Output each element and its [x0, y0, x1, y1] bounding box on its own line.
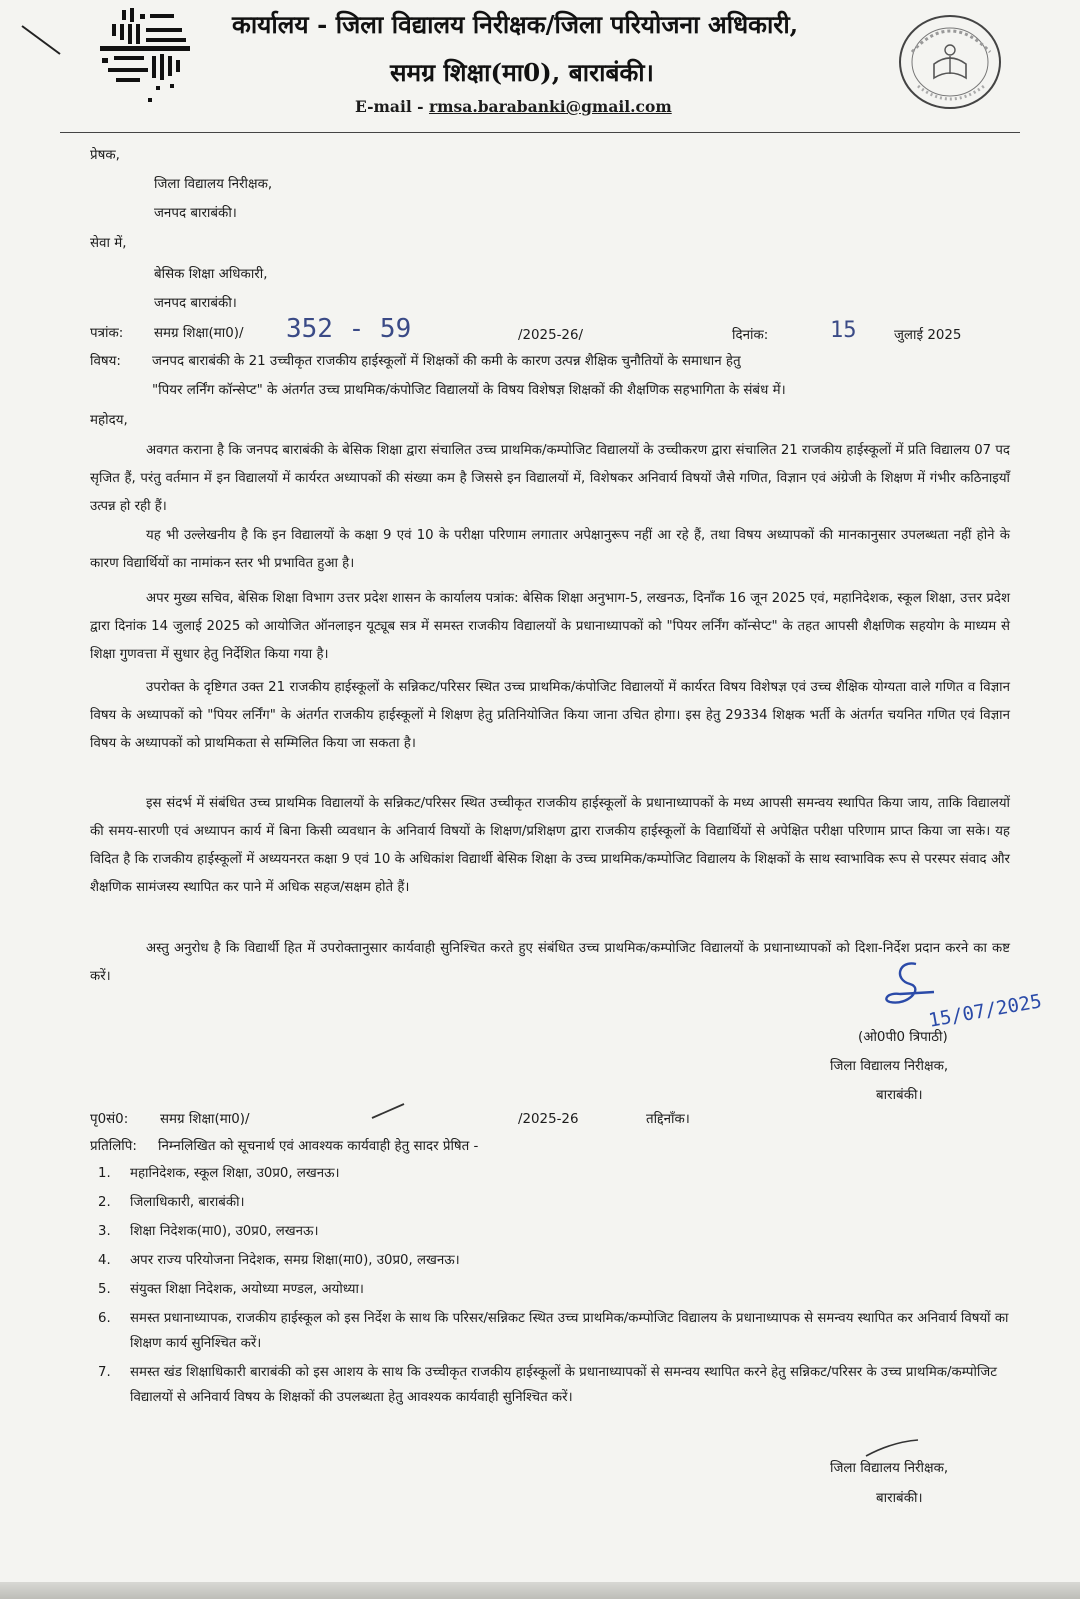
salutation: महोदय,: [90, 413, 128, 428]
subject-label: विषय:: [90, 354, 121, 369]
endorsement-label: पृ0सं0:: [90, 1112, 129, 1127]
signatory-designation: जिला विद्यालय निरीक्षक,: [830, 1059, 949, 1074]
copy-to-item-text: महानिदेशक, स्कूल शिक्षा, उ0प्र0, लखनऊ।: [130, 1166, 340, 1181]
sender-designation: जिला विद्यालय निरीक्षक,: [154, 177, 273, 192]
ref-date-label: दिनांक:: [732, 328, 769, 343]
copy-to-list: [90, 1161, 1010, 1414]
recipient-label: सेवा में,: [90, 236, 127, 251]
copy-to-item: [90, 1306, 1010, 1356]
copy-to-item-number: 5.: [98, 1282, 111, 1297]
ref-month-year: जुलाई 2025: [894, 328, 962, 343]
copy-to-item-number: 4.: [98, 1253, 111, 1268]
body-paragraph-text: इस संदर्भ में संबंधित उच्च प्राथमिक विद्यालयों के सन्निकट/परिसर स्थित उच्चीकृत राजकीय हाईस्कूलों के प्रधानाध्यापकों के मध्य आपसी समन्वय स्थापित किया जाय, ताकि विद्यालयों की समय-सारणी एवं अध्यापन कार्य में बिना किसी व्यवधान के अनिवार्य विषयों के शिक्षण/प्रशिक्षण द्वारा राजकीय हाईस्कूलों के विद्यार्थियों से अपेक्षित परीक्षा परिणाम प्राप्त किया जा सके। यह विदित है कि राजकीय हाईस्कूलों में अध्ययनरत कक्षा 9 एवं 10 के अधिकांश विद्यार्थी बेसिक शिक्षा के उच्च प्राथमिक/कम्पोजिट विद्यालय के शिक्षकों के साथ स्वाभाविक रूप से परस्पर संवाद और शैक्षणिक सामंजस्य स्थापित कर पाने में अधिक सहज/सक्षम होते हैं।: [90, 796, 1010, 895]
body-paragraph-4: [90, 674, 1010, 758]
ref-number-handwritten: 352 - 59: [286, 314, 412, 344]
copy-to-item-text: जिलाधिकारी, बाराबंकी।: [130, 1195, 245, 1210]
copy-to-item: [90, 1161, 1010, 1186]
email-line: [355, 97, 672, 116]
pen-mark: [18, 20, 68, 60]
copy-to-item-number: 1.: [98, 1166, 111, 1181]
body-paragraph-3: [90, 585, 1010, 669]
body-paragraph-text: अपर मुख्य सचिव, बेसिक शिक्षा विभाग उत्तर प्रदेश शासन के कार्यालय पत्रांक: बेसिक शिक्षा अनुभाग-5, लखनऊ, दिनाँक 16 जून 2025 एवं, महानिदेशक, स्कूल शिक्षा, उत्तर प्रदेश द्वारा दिनांक 14 जुलाई 2025 को आयोजित ऑनलाइन यूट्यूब सत्र में समस्त राजकीय विद्यालयों के प्रधानाध्यापकों को "पियर लर्निंग कॉन्सेप्ट" के तहत आपसी शैक्षणिक सहयोग के माध्यम से शिक्षा गुणवत्ता में सुधार हेतु निर्देशित किया गया है।: [90, 591, 1010, 662]
recipient-designation: बेसिक शिक्षा अधिकारी,: [154, 267, 268, 282]
footer-designation: जिला विद्यालय निरीक्षक,: [830, 1461, 949, 1476]
copy-to-item: [90, 1190, 1010, 1215]
copy-to-item: [90, 1277, 1010, 1302]
signature-date-handwritten: 15/07/2025: [926, 990, 1044, 1032]
ref-label: पत्रांक:: [90, 326, 124, 341]
copy-to-item: [90, 1248, 1010, 1273]
signatory-place: बाराबंकी।: [876, 1088, 923, 1103]
email-label: E-mail -: [355, 97, 429, 116]
body-paragraph-2: [90, 522, 1010, 578]
body-paragraph-text: अस्तु अनुरोध है कि विद्यार्थी हित में उपरोक्तानुसार कार्यवाही सुनिश्चित करते हुए संबंधित उच्च प्राथमिक/कम्पोजिट विद्यालयों के प्रधानाध्यापकों को दिशा-निर्देश प्रदान करने का कष्ट करें।: [90, 941, 1010, 984]
signature-scribble-icon: [880, 958, 942, 1016]
sender-label: प्रेषक,: [90, 148, 120, 163]
body-paragraph-text: अवगत कराना है कि जनपद बाराबंकी के बेसिक शिक्षा द्वारा संचालित उच्च प्राथमिक/कम्पोजिट विद्यालयों के उच्चीकरण द्वारा संचालित 21 राजकीय हाईस्कूलों में प्रति विद्यालय 07 पद सृजित हैं, परंतु वर्तमान में इन विद्यालयों में कार्यरत अध्यापकों की संख्या कम है जिससे इन विद्यालयों में, विशेषकर अनिवार्य विषयों जैसे गणित, विज्ञान एवं अंग्रेजी के शिक्षण में गंभीर कठिनाइयाँ उत्पन्न हो रही हैं।: [90, 443, 1010, 514]
copy-to-item: [90, 1219, 1010, 1244]
body-paragraph-1: [90, 437, 1010, 521]
copy-to-item-text: समस्त प्रधानाध्यापक, राजकीय हाईस्कूल को इस निर्देश के साथ कि परिसर/सन्निकट स्थित उच्च प्राथमिक/कम्पोजिट विद्यालय के प्रधानाध्यापक से समन्वय स्थापित कर अनिवार्य विषयों का शिक्षण कार्य सुनिश्चित करें।: [130, 1311, 1009, 1351]
body-paragraph-text: यह भी उल्लेखनीय है कि इन विद्यालयों के कक्षा 9 एवं 10 के परीक्षा परिणाम लगातार अपेक्षानुरूप नहीं आ रहे हैं, तथा विषय अध्यापकों की मानकानुसार उपलब्धता नहीं होने के कारण विद्यार्थियों का नामांकन स्तर भी प्रभावित हुआ है।: [90, 528, 1010, 571]
endorsement-year: /2025-26: [518, 1112, 579, 1127]
signatory-name: (ओ0पी0 त्रिपाठी): [858, 1030, 948, 1045]
body-paragraph-6: [90, 935, 1010, 991]
office-title-line1: कार्यालय - जिला विद्यालय निरीक्षक/जिला परियोजना अधिकारी,: [232, 10, 799, 39]
office-title-line2: समग्र शिक्षा(मा0), बाराबंकी।: [390, 58, 654, 87]
page-bottom-edge: [0, 1582, 1080, 1599]
copy-to-item-text: अपर राज्य परियोजना निदेशक, समग्र शिक्षा(मा0), उ0प्र0, लखनऊ।: [130, 1253, 460, 1268]
email-address[interactable]: rmsa.barabanki@gmail.com: [428, 97, 672, 116]
endorsement-date: तद्दिनाँक।: [646, 1112, 690, 1127]
samagra-shiksha-logo-icon: [92, 6, 200, 106]
copy-to-item-number: 2.: [98, 1195, 111, 1210]
subject-line1: जनपद बाराबंकी के 21 उच्चीकृत राजकीय हाईस्कूलों में शिक्षकों की कमी के कारण उत्पन्न शैक्षिक चुनौतियों के समाधान हेतु: [152, 354, 741, 369]
education-seal-icon: [896, 12, 1004, 112]
copy-to-intro: निम्नलिखित को सूचनार्थ एवं आवश्यक कार्यवाही हेतु सादर प्रेषित -: [158, 1139, 479, 1154]
recipient-district: जनपद बाराबंकी।: [154, 296, 237, 311]
copy-to-item-text: समस्त खंड शिक्षाधिकारी बाराबंकी को इस आशय के साथ कि उच्चीकृत राजकीय हाईस्कूलों के प्रधानाध्यापकों से समन्वय स्थापित करने हेतु सन्निकट/परिसर के उच्च प्राथमिक/कम्पोजिट विद्यालयों से अनिवार्य विषय के शिक्षकों की उपलब्धता हेतु आवश्यक कार्यवाही सुनिश्चित करें।: [130, 1365, 997, 1405]
copy-to-item-number: 6.: [98, 1311, 111, 1326]
pen-tick-mark: [368, 1100, 408, 1122]
sender-district: जनपद बाराबंकी।: [154, 206, 237, 221]
body-paragraph-text: उपरोक्त के दृष्टिगत उक्त 21 राजकीय हाईस्कूलों के सन्निकट/परिसर स्थित उच्च प्राथमिक/कंपोजिट विद्यालयों में कार्यरत विषय विशेषज्ञ एवं उच्च शैक्षिक योग्यता वाले गणित व विज्ञान विषय के अध्यापकों को "पियर लर्निंग" के अंतर्गत राजकीय हाईस्कूलों मे शिक्षण हेतु प्रतिनियोजित किया जाना उचित होगा। इस हेतु 29334 शिक्षक भर्ती के अंतर्गत चयनित गणित एवं विज्ञान विषय के अध्यापकों को प्राथमिकता से सम्मिलित किया जा सकता है।: [90, 680, 1010, 751]
ref-year: /2025-26/: [518, 328, 583, 343]
copy-to-item-number: 3.: [98, 1224, 111, 1239]
copy-to-item: [90, 1360, 1010, 1410]
footer-pen-stroke: [862, 1438, 922, 1460]
endorsement-prefix: समग्र शिक्षा(मा0)/: [160, 1112, 250, 1127]
ref-prefix: समग्र शिक्षा(मा0)/: [154, 326, 244, 341]
subject-line2: "पियर लर्निंग कॉन्सेप्ट" के अंतर्गत उच्च प्राथमिक/कंपोजिट विद्यालयों के विषय विशेषज्ञ शिक्षकों की शैक्षणिक सहभागिता के संबंध में।: [152, 383, 786, 398]
ref-day-handwritten: 15: [830, 318, 857, 343]
footer-place: बाराबंकी।: [876, 1491, 923, 1506]
copy-to-item-number: 7.: [98, 1365, 111, 1380]
copy-to-label: प्रतिलिपि:: [90, 1139, 137, 1154]
copy-to-item-text: संयुक्त शिक्षा निदेशक, अयोध्या मण्डल, अयोध्या।: [130, 1282, 364, 1297]
header-divider: [60, 132, 1020, 133]
copy-to-item-text: शिक्षा निदेशक(मा0), उ0प्र0, लखनऊ।: [130, 1224, 319, 1239]
body-paragraph-5: [90, 790, 1010, 902]
